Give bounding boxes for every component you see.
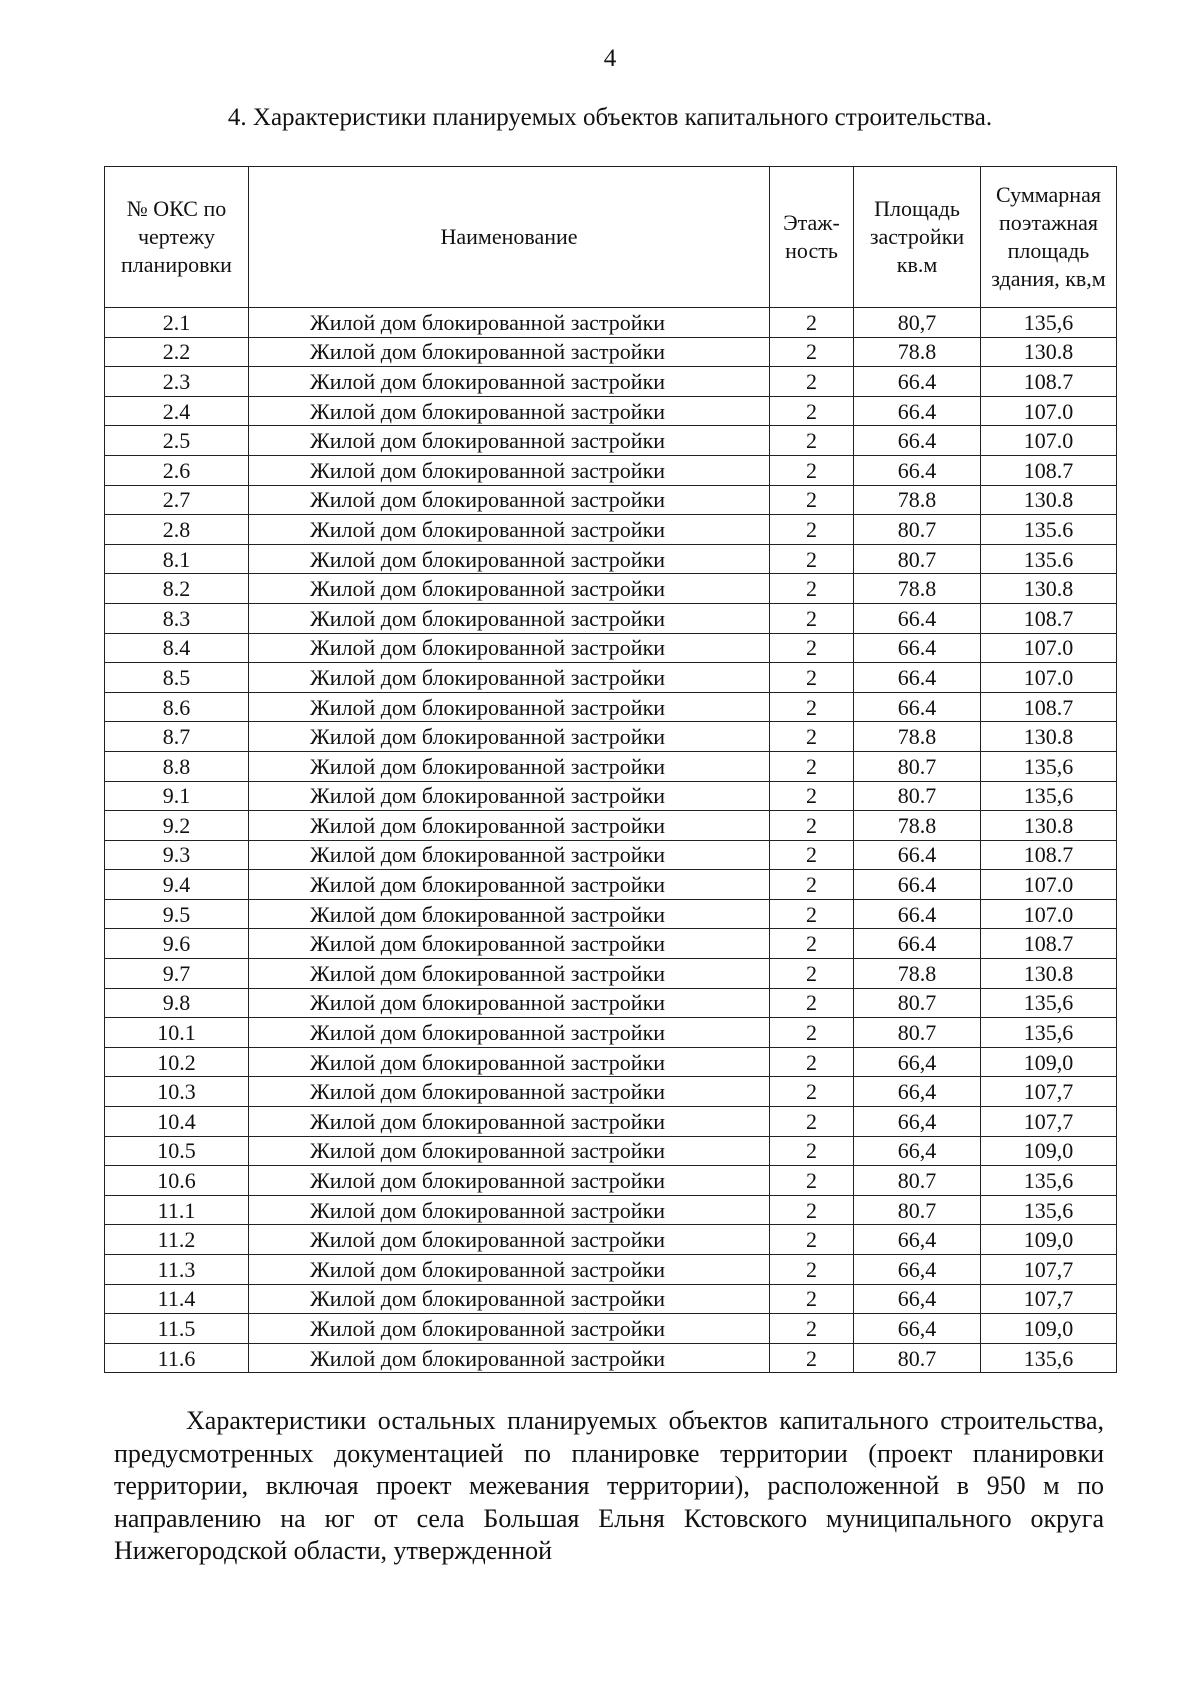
cell-area: 66,4 xyxy=(854,1225,981,1255)
cell-num: 2.6 xyxy=(105,455,249,485)
cell-area: 78.8 xyxy=(854,574,981,604)
cell-area: 80.7 xyxy=(854,988,981,1018)
cell-floors: 2 xyxy=(770,544,854,574)
cell-floors: 2 xyxy=(770,692,854,722)
cell-area: 66.4 xyxy=(854,396,981,426)
cell-total-area: 130.8 xyxy=(981,337,1117,367)
cell-area: 66,4 xyxy=(854,1136,981,1166)
cell-area: 80.7 xyxy=(854,781,981,811)
cell-name: Жилой дом блокированной застройки xyxy=(249,870,770,900)
table-row xyxy=(105,929,1117,959)
cell-area: 78.8 xyxy=(854,485,981,515)
cell-name: Жилой дом блокированной застройки xyxy=(249,515,770,545)
table-row xyxy=(105,899,1117,929)
table-row xyxy=(105,455,1117,485)
table-row xyxy=(105,337,1117,367)
table-row xyxy=(105,515,1117,545)
cell-total-area: 130.8 xyxy=(981,959,1117,989)
cell-floors: 2 xyxy=(770,455,854,485)
cell-name: Жилой дом блокированной застройки xyxy=(249,1343,770,1373)
cell-name: Жилой дом блокированной застройки xyxy=(249,1284,770,1314)
cell-area: 80.7 xyxy=(854,1195,981,1225)
cell-floors: 2 xyxy=(770,959,854,989)
cell-num: 8.4 xyxy=(105,633,249,663)
cell-total-area: 130.8 xyxy=(981,574,1117,604)
cell-area: 66,4 xyxy=(854,1255,981,1285)
cell-floors: 2 xyxy=(770,1047,854,1077)
cell-num: 9.3 xyxy=(105,840,249,870)
cell-area: 66,4 xyxy=(854,1077,981,1107)
cell-num: 2.7 xyxy=(105,485,249,515)
table-row xyxy=(105,485,1117,515)
table-row xyxy=(105,1166,1117,1196)
cell-name: Жилой дом блокированной застройки xyxy=(249,929,770,959)
cell-floors: 2 xyxy=(770,1225,854,1255)
cell-total-area: 135,6 xyxy=(981,308,1117,338)
cell-area: 66,4 xyxy=(854,1107,981,1137)
cell-area: 80.7 xyxy=(854,544,981,574)
cell-num: 8.7 xyxy=(105,722,249,752)
cell-area: 80.7 xyxy=(854,751,981,781)
cell-floors: 2 xyxy=(770,929,854,959)
table-body xyxy=(105,308,1117,1373)
table-row xyxy=(105,1255,1117,1285)
cell-floors: 2 xyxy=(770,899,854,929)
cell-name: Жилой дом блокированной застройки xyxy=(249,722,770,752)
cell-name: Жилой дом блокированной застройки xyxy=(249,751,770,781)
header-name: Наименование xyxy=(249,167,770,308)
cell-floors: 2 xyxy=(770,1314,854,1344)
table-row xyxy=(105,1343,1117,1373)
cell-floors: 2 xyxy=(770,811,854,841)
cell-name: Жилой дом блокированной застройки xyxy=(249,1314,770,1344)
table-row xyxy=(105,426,1117,456)
cell-name: Жилой дом блокированной застройки xyxy=(249,455,770,485)
cell-total-area: 109,0 xyxy=(981,1225,1117,1255)
cell-num: 8.5 xyxy=(105,663,249,693)
cell-name: Жилой дом блокированной застройки xyxy=(249,1018,770,1048)
table-row xyxy=(105,840,1117,870)
page-number: 4 xyxy=(603,45,617,72)
cell-floors: 2 xyxy=(770,1107,854,1137)
cell-num: 10.5 xyxy=(105,1136,249,1166)
cell-total-area: 107,7 xyxy=(981,1077,1117,1107)
cell-area: 66.4 xyxy=(854,692,981,722)
cell-num: 11.6 xyxy=(105,1343,249,1373)
cell-num: 8.6 xyxy=(105,692,249,722)
header-total-area: Суммарная поэтажная площадь здания, кв,м xyxy=(981,167,1117,308)
cell-floors: 2 xyxy=(770,603,854,633)
cell-name: Жилой дом блокированной застройки xyxy=(249,367,770,397)
cell-name: Жилой дом блокированной застройки xyxy=(249,663,770,693)
table-row xyxy=(105,1284,1117,1314)
cell-total-area: 135,6 xyxy=(981,1343,1117,1373)
cell-total-area: 109,0 xyxy=(981,1136,1117,1166)
cell-floors: 2 xyxy=(770,485,854,515)
table-row xyxy=(105,544,1117,574)
cell-area: 66.4 xyxy=(854,663,981,693)
cell-area: 66.4 xyxy=(854,603,981,633)
cell-name: Жилой дом блокированной застройки xyxy=(249,1077,770,1107)
cell-num: 9.7 xyxy=(105,959,249,989)
cell-name: Жилой дом блокированной застройки xyxy=(249,544,770,574)
cell-name: Жилой дом блокированной застройки xyxy=(249,1107,770,1137)
cell-num: 2.1 xyxy=(105,308,249,338)
table-row xyxy=(105,1225,1117,1255)
cell-area: 80.7 xyxy=(854,1166,981,1196)
cell-total-area: 107,7 xyxy=(981,1255,1117,1285)
objects-table-container xyxy=(104,166,1116,1373)
table-row xyxy=(105,1047,1117,1077)
cell-floors: 2 xyxy=(770,663,854,693)
cell-num: 8.2 xyxy=(105,574,249,604)
cell-floors: 2 xyxy=(770,1255,854,1285)
table-row xyxy=(105,988,1117,1018)
cell-total-area: 107.0 xyxy=(981,870,1117,900)
cell-area: 66.4 xyxy=(854,367,981,397)
cell-name: Жилой дом блокированной застройки xyxy=(249,840,770,870)
cell-floors: 2 xyxy=(770,308,854,338)
cell-floors: 2 xyxy=(770,1166,854,1196)
cell-floors: 2 xyxy=(770,1136,854,1166)
cell-floors: 2 xyxy=(770,515,854,545)
cell-total-area: 108.7 xyxy=(981,929,1117,959)
cell-num: 2.8 xyxy=(105,515,249,545)
table-row xyxy=(105,722,1117,752)
cell-num: 11.4 xyxy=(105,1284,249,1314)
table-row xyxy=(105,781,1117,811)
cell-total-area: 107.0 xyxy=(981,396,1117,426)
cell-num: 8.8 xyxy=(105,751,249,781)
cell-name: Жилой дом блокированной застройки xyxy=(249,308,770,338)
table-row xyxy=(105,870,1117,900)
cell-area: 78.8 xyxy=(854,337,981,367)
cell-area: 80.7 xyxy=(854,1018,981,1048)
cell-total-area: 130.8 xyxy=(981,485,1117,515)
cell-floors: 2 xyxy=(770,1077,854,1107)
cell-num: 2.3 xyxy=(105,367,249,397)
cell-name: Жилой дом блокированной застройки xyxy=(249,337,770,367)
cell-area: 66.4 xyxy=(854,899,981,929)
cell-area: 78.8 xyxy=(854,722,981,752)
cell-floors: 2 xyxy=(770,426,854,456)
table-row xyxy=(105,574,1117,604)
cell-total-area: 108.7 xyxy=(981,367,1117,397)
cell-total-area: 107,7 xyxy=(981,1107,1117,1137)
cell-name: Жилой дом блокированной застройки xyxy=(249,396,770,426)
table-row xyxy=(105,1136,1117,1166)
cell-num: 9.8 xyxy=(105,988,249,1018)
cell-floors: 2 xyxy=(770,988,854,1018)
cell-name: Жилой дом блокированной застройки xyxy=(249,811,770,841)
table-row xyxy=(105,603,1117,633)
cell-floors: 2 xyxy=(770,1284,854,1314)
cell-name: Жилой дом блокированной застройки xyxy=(249,899,770,929)
cell-name: Жилой дом блокированной застройки xyxy=(249,1195,770,1225)
cell-total-area: 135,6 xyxy=(981,1195,1117,1225)
cell-floors: 2 xyxy=(770,337,854,367)
cell-floors: 2 xyxy=(770,574,854,604)
cell-name: Жилой дом блокированной застройки xyxy=(249,574,770,604)
cell-floors: 2 xyxy=(770,633,854,663)
cell-num: 10.1 xyxy=(105,1018,249,1048)
cell-area: 66,4 xyxy=(854,1314,981,1344)
cell-area: 66,4 xyxy=(854,1047,981,1077)
cell-num: 9.1 xyxy=(105,781,249,811)
cell-floors: 2 xyxy=(770,367,854,397)
cell-name: Жилой дом блокированной застройки xyxy=(249,485,770,515)
cell-num: 2.2 xyxy=(105,337,249,367)
table-row xyxy=(105,1195,1117,1225)
cell-total-area: 135,6 xyxy=(981,1166,1117,1196)
table-row xyxy=(105,308,1117,338)
cell-area: 66.4 xyxy=(854,455,981,485)
cell-total-area: 107,7 xyxy=(981,1284,1117,1314)
table-row xyxy=(105,396,1117,426)
cell-total-area: 135.6 xyxy=(981,544,1117,574)
section-title: 4. Характеристики планируемых объектов капитального строительства. xyxy=(227,104,993,131)
cell-floors: 2 xyxy=(770,870,854,900)
cell-area: 80,7 xyxy=(854,308,981,338)
cell-floors: 2 xyxy=(770,722,854,752)
cell-name: Жилой дом блокированной застройки xyxy=(249,633,770,663)
cell-area: 66.4 xyxy=(854,840,981,870)
cell-num: 11.3 xyxy=(105,1255,249,1285)
body-paragraph: Характеристики остальных планируемых объектов капитального строительства, предусмотренных документацией по планировке территории (проект планировки территории, включая проект межевания территории), расположенной в 950 м по направлению на юг от села Большая Ельня Кстовского муниципального округа Нижегородской области, утвержденной xyxy=(114,1406,1104,1565)
cell-total-area: 107.0 xyxy=(981,899,1117,929)
cell-name: Жилой дом блокированной застройки xyxy=(249,1166,770,1196)
cell-name: Жилой дом блокированной застройки xyxy=(249,603,770,633)
cell-floors: 2 xyxy=(770,1018,854,1048)
cell-total-area: 135,6 xyxy=(981,988,1117,1018)
cell-total-area: 109,0 xyxy=(981,1047,1117,1077)
cell-name: Жилой дом блокированной застройки xyxy=(249,1047,770,1077)
objects-table xyxy=(104,166,1117,1373)
cell-total-area: 109,0 xyxy=(981,1314,1117,1344)
cell-total-area: 135,6 xyxy=(981,1018,1117,1048)
table-row xyxy=(105,633,1117,663)
table-row xyxy=(105,1314,1117,1344)
cell-name: Жилой дом блокированной застройки xyxy=(249,1225,770,1255)
cell-total-area: 107.0 xyxy=(981,663,1117,693)
cell-num: 9.5 xyxy=(105,899,249,929)
cell-area: 78.8 xyxy=(854,811,981,841)
cell-name: Жилой дом блокированной застройки xyxy=(249,959,770,989)
cell-num: 11.2 xyxy=(105,1225,249,1255)
table-row xyxy=(105,367,1117,397)
table-row xyxy=(105,663,1117,693)
table-row xyxy=(105,692,1117,722)
cell-total-area: 135,6 xyxy=(981,781,1117,811)
cell-area: 66.4 xyxy=(854,870,981,900)
cell-total-area: 108.7 xyxy=(981,603,1117,633)
header-area: Площадь застройки кв.м xyxy=(854,167,981,308)
table-row xyxy=(105,1077,1117,1107)
cell-floors: 2 xyxy=(770,1343,854,1373)
cell-num: 2.5 xyxy=(105,426,249,456)
cell-num: 10.6 xyxy=(105,1166,249,1196)
cell-num: 9.4 xyxy=(105,870,249,900)
cell-area: 66.4 xyxy=(854,426,981,456)
cell-total-area: 107.0 xyxy=(981,633,1117,663)
cell-total-area: 108.7 xyxy=(981,692,1117,722)
cell-name: Жилой дом блокированной застройки xyxy=(249,692,770,722)
cell-total-area: 135.6 xyxy=(981,515,1117,545)
cell-name: Жилой дом блокированной застройки xyxy=(249,1255,770,1285)
table-row xyxy=(105,811,1117,841)
cell-num: 11.5 xyxy=(105,1314,249,1344)
table-row xyxy=(105,959,1117,989)
cell-num: 10.3 xyxy=(105,1077,249,1107)
cell-area: 78.8 xyxy=(854,959,981,989)
table-row xyxy=(105,1018,1117,1048)
cell-floors: 2 xyxy=(770,840,854,870)
cell-area: 80.7 xyxy=(854,515,981,545)
cell-num: 10.2 xyxy=(105,1047,249,1077)
cell-total-area: 130.8 xyxy=(981,811,1117,841)
cell-name: Жилой дом блокированной застройки xyxy=(249,988,770,1018)
table-row xyxy=(105,751,1117,781)
header-num: № ОКС по чертежу планировки xyxy=(105,167,249,308)
cell-num: 11.1 xyxy=(105,1195,249,1225)
cell-total-area: 135,6 xyxy=(981,751,1117,781)
cell-num: 9.6 xyxy=(105,929,249,959)
cell-area: 66.4 xyxy=(854,633,981,663)
cell-floors: 2 xyxy=(770,781,854,811)
cell-total-area: 108.7 xyxy=(981,455,1117,485)
cell-name: Жилой дом блокированной застройки xyxy=(249,1136,770,1166)
cell-total-area: 130.8 xyxy=(981,722,1117,752)
cell-num: 10.4 xyxy=(105,1107,249,1137)
cell-floors: 2 xyxy=(770,751,854,781)
cell-num: 8.1 xyxy=(105,544,249,574)
cell-name: Жилой дом блокированной застройки xyxy=(249,781,770,811)
cell-num: 2.4 xyxy=(105,396,249,426)
cell-name: Жилой дом блокированной застройки xyxy=(249,426,770,456)
cell-total-area: 107.0 xyxy=(981,426,1117,456)
cell-floors: 2 xyxy=(770,1195,854,1225)
cell-floors: 2 xyxy=(770,396,854,426)
cell-num: 8.3 xyxy=(105,603,249,633)
cell-num: 9.2 xyxy=(105,811,249,841)
cell-total-area: 108.7 xyxy=(981,840,1117,870)
table-row xyxy=(105,1107,1117,1137)
cell-area: 66,4 xyxy=(854,1284,981,1314)
table-header-row xyxy=(105,167,1117,308)
header-floors: Этаж-ность xyxy=(770,167,854,308)
cell-area: 66.4 xyxy=(854,929,981,959)
cell-area: 80.7 xyxy=(854,1343,981,1373)
